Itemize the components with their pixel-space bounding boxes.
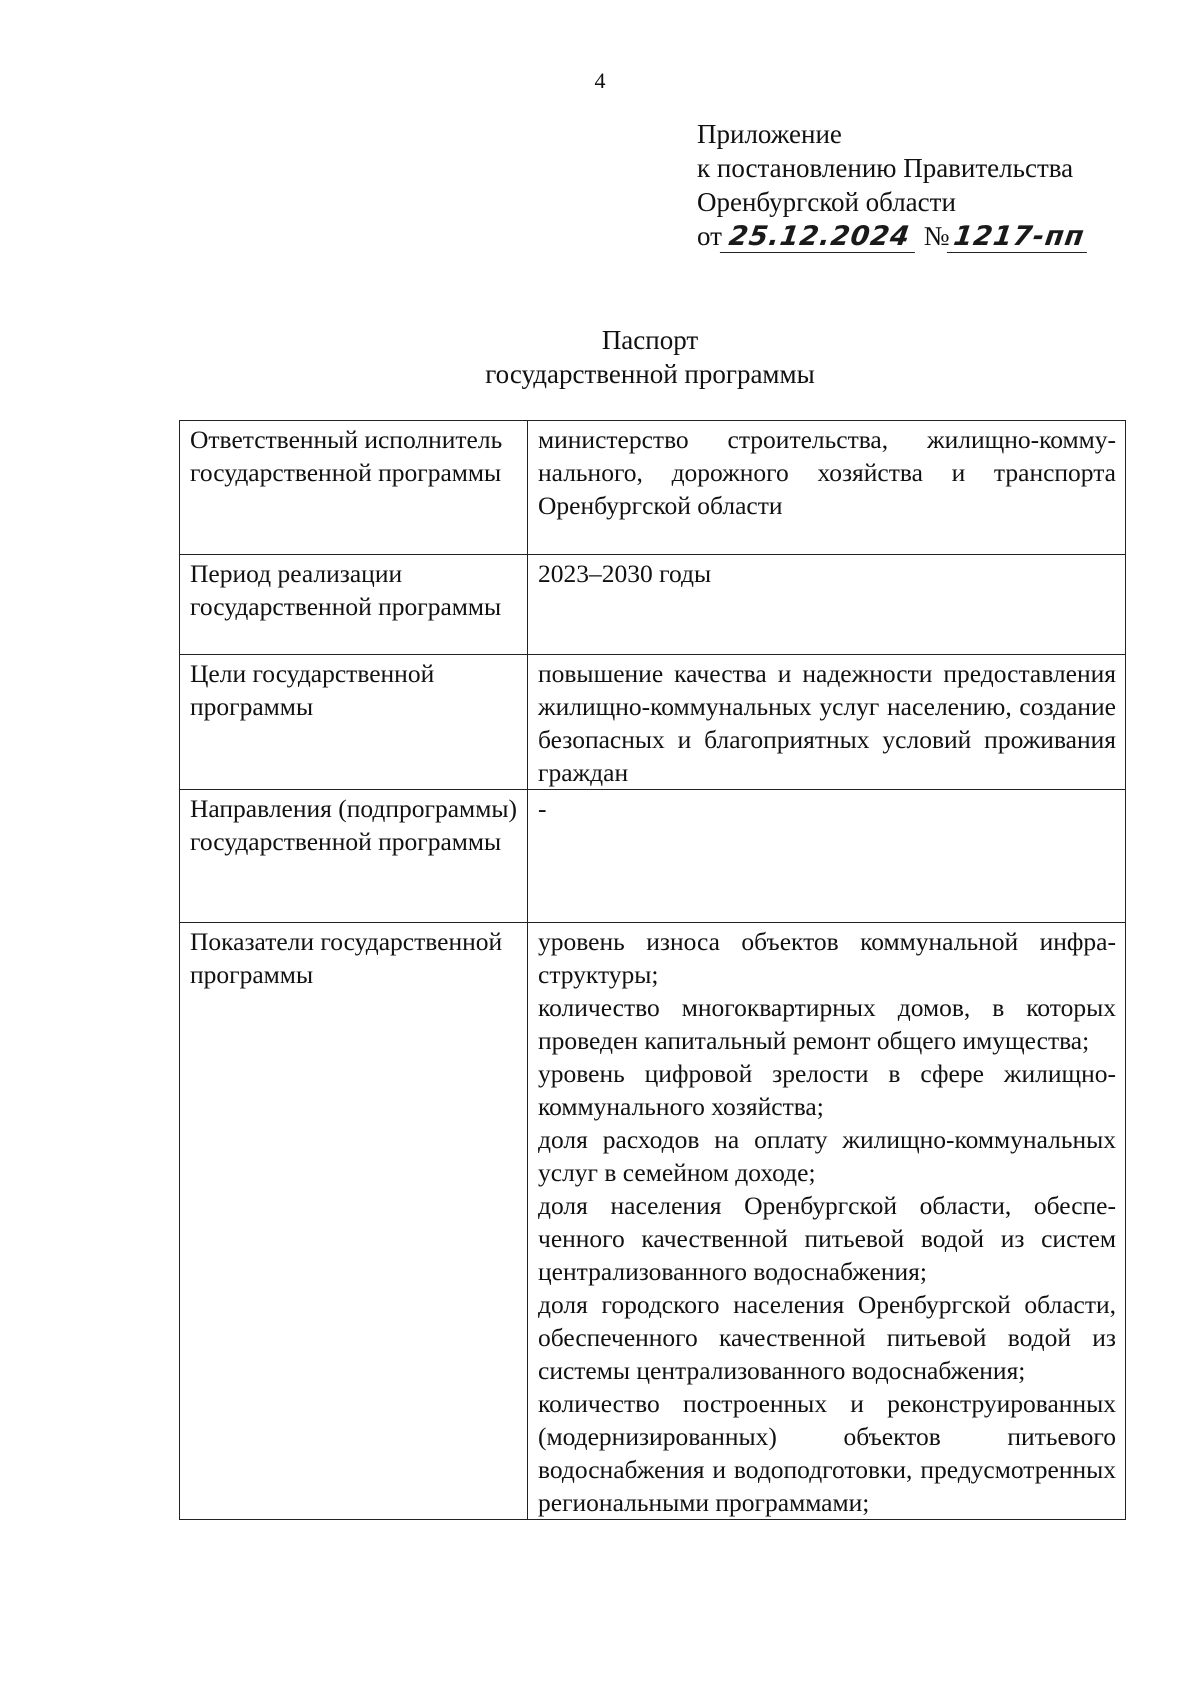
appendix-date-number-line: [697, 219, 1089, 253]
row-label-period: Период реализации государственной программы: [180, 555, 528, 655]
appendix-heading: Приложение: [697, 119, 842, 149]
appendix-resolution-line: к постановлению Правительства: [697, 153, 1074, 183]
table-row: [180, 790, 1126, 923]
row-label-goals: Цели государственной программы: [180, 655, 528, 790]
table-row: [180, 555, 1126, 655]
indicator-item: доля расходов на оплату жилищно-коммунальных услуг в семейном доходе;: [538, 1125, 1116, 1187]
indicator-item: уровень износа объектов коммунальной инфраструктуры;: [538, 927, 1116, 989]
indicator-item: доля населения Оренбургской области, обеспеченного качественной питьевой водой из систем централизованного водоснабжения;: [538, 1191, 1116, 1286]
page-number: 4: [594, 68, 606, 93]
number-prefix: №: [923, 221, 950, 251]
appendix-block: [697, 117, 1089, 253]
row-value-indicators: [528, 923, 1126, 1520]
appendix-region-line: Оренбургской области: [697, 187, 956, 217]
document-title: [0, 323, 1200, 391]
passport-table: [179, 420, 1126, 1520]
table-row: [180, 923, 1126, 1520]
indicator-item: количество построенных и реконструированных (модернизированных) объектов питьевого водоснабжения и водоподготовки, предусмотренных региональными программами;: [538, 1389, 1116, 1517]
title-line-1: Паспорт: [601, 325, 699, 355]
handwritten-number: 1217-пп: [947, 222, 1091, 253]
row-value-period: 2023–2030 годы: [528, 555, 1126, 655]
handwritten-date: 25.12.2024: [720, 222, 919, 253]
table-row: [180, 421, 1126, 555]
row-value-goals: повышение качества и надежности предоставления жилищно-коммунальных услуг населению, создание безопасных и благоприятных условий проживания граждан: [528, 655, 1126, 790]
row-label-responsible: Ответственный исполнитель государственной программы: [180, 421, 528, 555]
indicator-item: количество многоквартирных домов, в которых проведен капитальный ремонт общего имущества;: [538, 993, 1116, 1055]
row-label-directions: Направления (подпрограммы) государственной программы: [180, 790, 528, 923]
indicator-item: уровень цифровой зрелости в сфере жилищно-коммунального хозяйства;: [538, 1059, 1116, 1121]
row-label-indicators: Показатели государственной программы: [180, 923, 528, 1520]
row-value-directions: -: [528, 790, 1126, 923]
table-row: [180, 655, 1126, 790]
row-value-responsible: министерство строительства, жилищно-коммунального, дорожного хозяйства и транспорта Оренбургской области: [528, 421, 1126, 555]
indicator-item: доля городского населения Оренбургской области, обеспеченного качественной питьевой водой из системы централизованного водоснабжения;: [538, 1290, 1116, 1385]
title-line-2: государственной программы: [485, 359, 815, 389]
date-prefix: от: [697, 221, 722, 251]
